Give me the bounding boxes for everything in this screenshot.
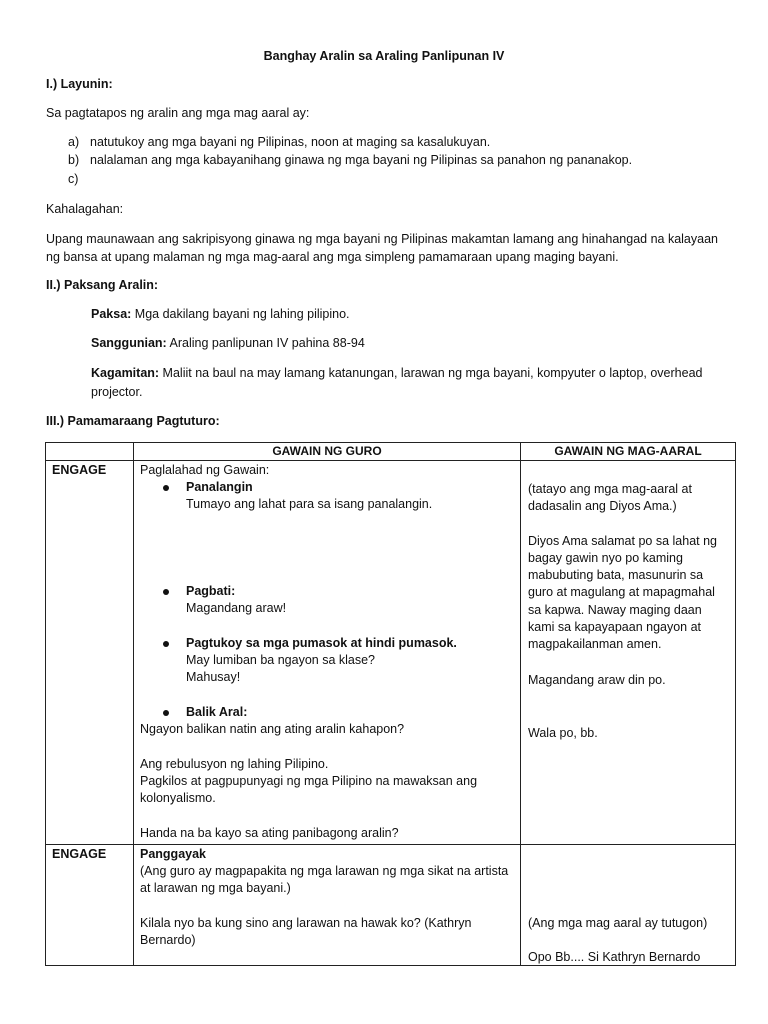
pagtukoy-line: May lumiban ba ngayon sa klase? [186, 653, 376, 667]
paksa-label: Paksa: [91, 307, 132, 321]
table-row [46, 845, 736, 966]
mag-aaral-line: dadasalin ang Diyos Ama.) [528, 499, 677, 513]
pamamaraan-heading: III.) Pamamaraang Pagtuturo: [46, 414, 220, 428]
paglalahad-label: Paglalahad ng Gawain: [140, 463, 270, 477]
panalangin-text: Tumayo ang lahat para sa isang panalangin. [186, 497, 433, 511]
sanggunian-line [91, 335, 365, 352]
bati-response: Magandang araw din po. [528, 673, 666, 687]
mag-aaral-line: (tatayo ang mga mag-aaral at [528, 482, 692, 496]
header-cell-guro: GAWAIN NG GURO [134, 443, 521, 461]
guro-cell [134, 845, 521, 966]
panalangin-response-line: guro at magulang at mapagmahal [528, 585, 715, 599]
panalangin-response-line: kami sa kapayapaan ngayon at [528, 620, 702, 634]
panalangin-response-line: Diyos Ama salamat po sa lahat ng [528, 534, 717, 548]
panggayak-title: Panggayak [140, 847, 207, 861]
rebulusyon-line: Ang rebulusyon ng lahing Pilipino. [140, 757, 329, 771]
bullet-icon [163, 589, 169, 595]
layunin-item-a [68, 134, 490, 151]
pagbati-text: Magandang araw! [186, 601, 287, 615]
sanggunian-value: Araling panlipunan IV pahina 88-94 [166, 336, 365, 350]
phase-cell [46, 845, 134, 966]
panalangin-response-line: magpakailanman amen. [528, 637, 662, 651]
panggayak-line: at larawan ng mga bayani.) [140, 881, 291, 895]
pagbati-title: Pagbati: [186, 584, 236, 598]
phase-cell [46, 461, 134, 845]
pagtukoy-line: Mahusay! [186, 670, 241, 684]
balik-aral-text: Ngayon balikan natin ang ating aralin kahapon? [140, 722, 405, 736]
bullet-icon [163, 641, 169, 647]
question-line: Bernardo) [140, 933, 196, 947]
list-marker: c) [68, 172, 79, 186]
mag-aaral-line: Opo Bb.... Si Kathryn Bernardo [528, 950, 701, 964]
kagamitan-line [91, 364, 721, 402]
pagtukoy-title: Pagtukoy sa mga pumasok at hindi pumasok. [186, 636, 457, 650]
layunin-intro: Sa pagtatapos ng aralin ang mga mag aaral ay: [46, 106, 310, 120]
list-marker: b) [68, 153, 80, 167]
panalangin-title: Panalangin [186, 480, 253, 494]
phase-label: ENGAGE [52, 847, 107, 861]
list-text: natutukoy ang mga bayani ng Pilipinas, noon at maging sa kasalukuyan. [90, 135, 491, 149]
header-cell-mag-aaral: GAWAIN NG MAG-AARAL [521, 443, 736, 461]
panalangin-response-line: sa kapwa. Naway maging daan [528, 603, 702, 617]
wala-response: Wala po, bb. [528, 726, 598, 740]
mag-aaral-cell [521, 461, 736, 845]
kagamitan-label: Kagamitan: [91, 366, 160, 380]
paksa-line [91, 306, 350, 323]
rebulusyon-line: kolonyalismo. [140, 791, 216, 805]
header-cell-phase [46, 443, 134, 461]
rebulusyon-line: Pagkilos at pagpupunyagi ng mga Pilipino na mawaksan ang [140, 774, 478, 788]
layunin-item-b [68, 152, 632, 169]
bullet-icon [163, 485, 169, 491]
kahalagahan-heading: Kahalagahan: [46, 202, 124, 216]
phase-label: ENGAGE [52, 463, 107, 477]
page-title: Banghay Aralin sa Araling Panlipunan IV [263, 49, 505, 63]
table-row [46, 461, 736, 845]
list-text: nalalaman ang mga kabayanihang ginawa ng mga bayani ng Pilipinas sa panahon ng pananakop. [90, 153, 633, 167]
panggayak-line: (Ang guro ay magpapakita ng mga larawan ng mga sikat na artista [140, 864, 509, 878]
panalangin-response-line: bagay gawin nyo po kaming [528, 551, 683, 565]
layunin-heading: I.) Layunin: [46, 77, 113, 91]
paksang-aralin-heading: II.) Paksang Aralin: [46, 278, 159, 292]
layunin-item-c [68, 171, 90, 188]
panalangin-response-line: mabubuting bata, masunurin sa [528, 568, 704, 582]
sanggunian-label: Sanggunian: [91, 336, 167, 350]
balik-aral-title: Balik Aral: [186, 705, 248, 719]
bullet-icon [163, 710, 169, 716]
table-header-row [46, 443, 736, 461]
kagamitan-value: Maliit na baul na may lamang katanungan, larawan ng mga bayani, kompyuter o laptop, overhead projector. [91, 366, 703, 399]
lesson-table [45, 442, 736, 966]
mag-aaral-line: (Ang mga mag aaral ay tutugon) [528, 916, 708, 930]
handa-text: Handa na ba kayo sa ating panibagong aralin? [140, 826, 399, 840]
question-line: Kilala nyo ba kung sino ang larawan na hawak ko? (Kathryn [140, 916, 472, 930]
paksa-value: Mga dakilang bayani ng lahing pilipino. [131, 307, 350, 321]
kahalagahan-text: Upang maunawaan ang sakripisyong ginawa ng mga bayani ng Pilipinas makamtan lamang ang hinahangad na kalayaan ng bansa at upang malaman ng mga mag-aaral ang mga simpleng pamamaraan upang maging bayani. [46, 232, 718, 264]
list-marker: a) [68, 135, 80, 149]
mag-aaral-cell [521, 845, 736, 966]
guro-cell [134, 461, 521, 845]
